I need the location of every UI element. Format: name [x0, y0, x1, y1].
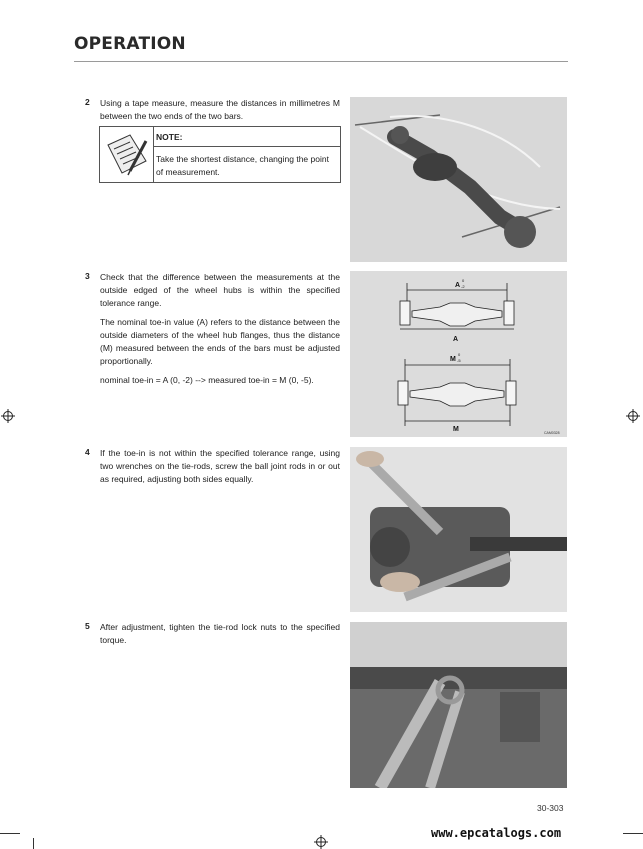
registration-mark-icon	[314, 835, 328, 849]
axle-illustration	[350, 97, 567, 262]
note-text: Take the shortest distance, changing the point of measurement.	[156, 154, 329, 177]
step-number: 3	[85, 271, 90, 281]
dimension-m-bottom: M	[453, 426, 459, 433]
dimension-a-sub: -2	[461, 284, 465, 289]
registration-mark-icon	[626, 409, 640, 423]
note-box	[99, 126, 341, 183]
wrench-adjustment-photo	[350, 447, 567, 612]
crop-mark	[33, 838, 34, 849]
step-text-group	[100, 271, 340, 393]
step-text: After adjustment, tighten the tie-rod lock nuts to the specified torque.	[100, 622, 340, 645]
step-paragraph: Check that the difference between the measurements at the outside edged of the wheel hubs is within the specified tolerance range.	[100, 272, 340, 308]
page-number: 30-303	[537, 803, 564, 813]
step-number: 4	[85, 447, 90, 457]
crop-mark	[0, 833, 20, 834]
dimension-m-sup: 0	[458, 352, 461, 357]
step-number: 2	[85, 97, 90, 107]
registration-mark-icon	[1, 409, 15, 423]
note-icon-cell	[100, 127, 154, 182]
step-number: 5	[85, 621, 90, 631]
figure-code: CAM0328	[544, 431, 560, 435]
clipboard-pencil-icon	[100, 127, 153, 182]
dimension-a-top: A	[455, 282, 461, 289]
step-paragraph: The nominal toe-in value (A) refers to the distance between the outside diameters of the wheel hub flanges, thus the distance (M) measured between the ends of the bars must be adjusted proportionally.	[100, 317, 340, 366]
footer-url[interactable]: www.epcatalogs.com	[431, 826, 562, 840]
crop-mark	[623, 833, 643, 834]
dimension-m-top: M	[450, 356, 456, 363]
dimension-a-sup: 0	[462, 278, 465, 283]
toe-in-drawing	[350, 271, 567, 437]
step-text: Using a tape measure, measure the distances in millimetres M between the two ends of the two bars.	[100, 98, 340, 121]
toe-in-diagram	[350, 271, 567, 437]
dimension-a-bottom: A	[453, 336, 459, 343]
axle-measurement-photo	[350, 97, 567, 262]
page-title: OPERATION	[74, 34, 186, 54]
note-label: NOTE:	[156, 132, 183, 142]
step-paragraph: nominal toe-in = A (0, -2) --> measured toe-in = M (0, -5).	[100, 375, 314, 385]
torque-illustration	[350, 622, 567, 788]
dimension-m-sub: -5	[457, 358, 461, 363]
title-divider	[74, 61, 568, 62]
note-divider	[153, 146, 340, 147]
wrench-illustration	[350, 447, 567, 612]
torque-tightening-photo	[350, 622, 567, 788]
step-text: If the toe-in is not within the specified tolerance range, using two wrenches on the tie-rods, screw the ball joint rods in or out as required, adjusting both sides equally.	[100, 448, 340, 484]
